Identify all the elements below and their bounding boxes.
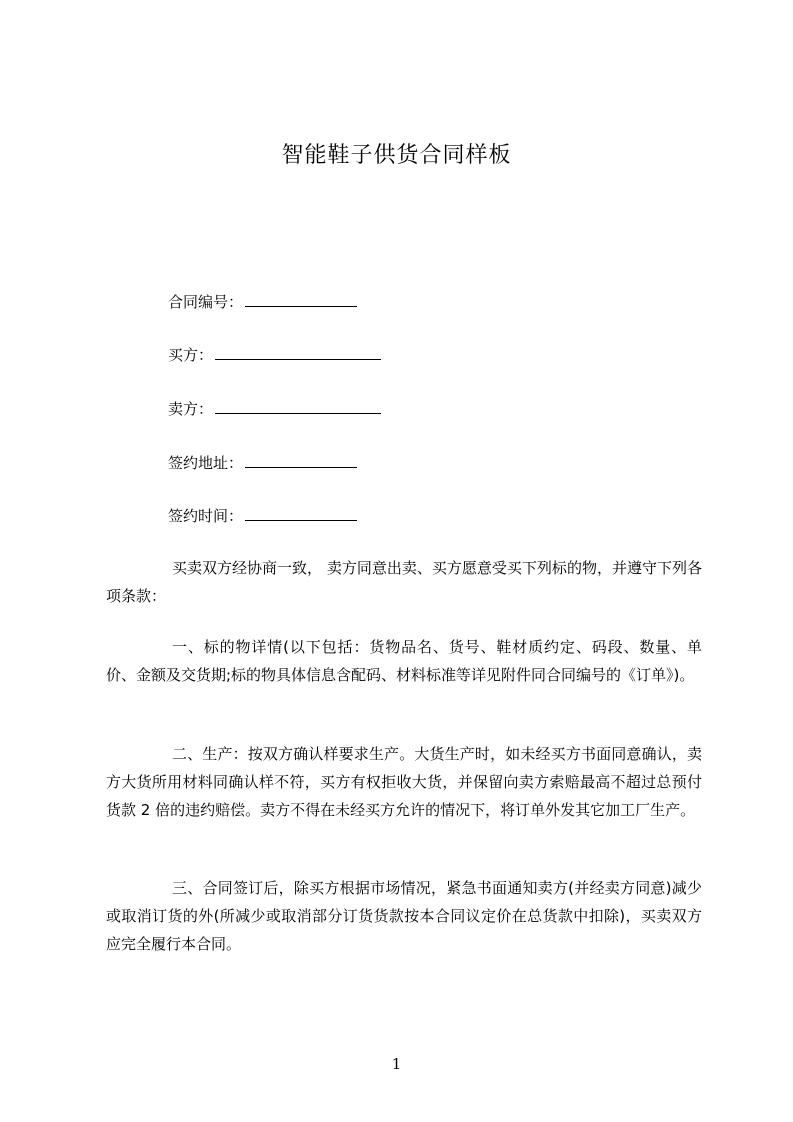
contract-number-blank bbox=[245, 292, 357, 307]
signing-address-field bbox=[168, 451, 357, 475]
buyer-field bbox=[168, 343, 381, 367]
buyer-blank bbox=[215, 345, 381, 360]
page-number: 1 bbox=[391, 1055, 402, 1073]
signing-time-label: 签约时间： bbox=[168, 507, 244, 525]
signing-time-blank bbox=[245, 506, 357, 521]
contract-number-field bbox=[168, 290, 357, 314]
signing-time-field bbox=[168, 504, 357, 528]
clause-3-paragraph: 三、合同签订后，除买方根据市场情况，紧急书面通知卖方(并经卖方同意)减少或取消订货的外(所减少或取消部分订货货款按本合同议定价在总货款中扣除)，买卖双方应完全履行本合同。 bbox=[106, 879, 702, 953]
signing-address-blank bbox=[245, 453, 357, 468]
signing-address-label: 签约地址： bbox=[168, 454, 244, 472]
document-title: 智能鞋子供货合同样板 bbox=[281, 143, 512, 168]
buyer-label: 买方： bbox=[168, 346, 214, 364]
intro-paragraph: 买卖双方经协商一致， 卖方同意出卖、买方愿意受买下列标的物，并遵守下列各项条款： bbox=[106, 559, 702, 605]
seller-blank bbox=[215, 399, 381, 414]
clause-1-paragraph: 一、标的物详情(以下包括：货物品名、货号、鞋材质约定、码段、数量、单价、金额及交货期;标的物具体信息含配码、材料标准等详见附件同合同编号的《订单》)。 bbox=[106, 638, 702, 684]
seller-field bbox=[168, 397, 381, 421]
contract-number-label: 合同编号： bbox=[168, 293, 244, 311]
seller-label: 卖方： bbox=[168, 400, 214, 418]
clause-2-paragraph: 二、生产：按双方确认样要求生产。大货生产时，如未经买方书面同意确认，卖方大货所用材料同确认样不符，买方有权拒收大货，并保留向卖方索赔最高不超过总预付货款 2 倍的违约赔偿。卖方不得在未经买方允许的情况下，将订单外发其它加工厂生产。 bbox=[106, 745, 702, 819]
